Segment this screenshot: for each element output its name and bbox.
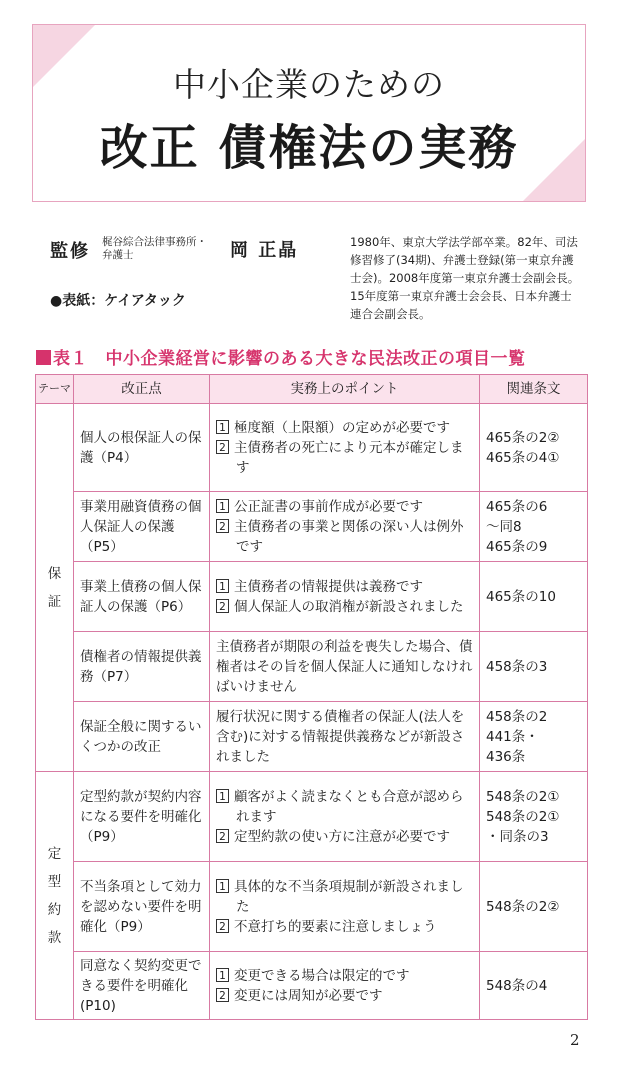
- point-item: [216, 787, 473, 827]
- theme-glyph: 約: [47, 901, 62, 918]
- point-number-box: 1: [216, 968, 229, 982]
- point-number-box: 2: [216, 519, 229, 533]
- title-subtitle: 中小企業のための: [173, 65, 445, 104]
- points-cell: [210, 492, 480, 562]
- point-item: [216, 877, 473, 917]
- theme-cell: [36, 404, 74, 772]
- articles-cell: 458条の2 441条・ 436条: [480, 702, 588, 772]
- header-theme: テーマ: [36, 375, 74, 404]
- table-row: [36, 952, 588, 1020]
- table-row: [36, 562, 588, 632]
- point-item: [216, 418, 473, 438]
- point-text: 変更には周知が必要です: [234, 987, 383, 1004]
- item-cell: 債権者の情報提供義務（P7）: [74, 632, 210, 702]
- point-text: 履行状況に関する債権者の保証人(法人を含む)に対する情報提供義務などが新設されました: [216, 708, 465, 765]
- points-cell: [210, 404, 480, 492]
- point-text: 極度額（上限額）の定めが必要です: [234, 419, 450, 436]
- supervisor-org-line: 梶谷綜合法律事務所・: [102, 236, 207, 248]
- theme-label: [46, 840, 64, 952]
- point-item: [216, 986, 473, 1006]
- point-text: 主債務者の事業と関係の深い人は例外です: [234, 518, 464, 555]
- table-row: [36, 404, 588, 492]
- title-box: [32, 24, 586, 202]
- table-row: [36, 702, 588, 772]
- theme-cell: [36, 772, 74, 1020]
- point-text: 主債務者が期限の利益を喪失した場合、債権者はその旨を個人保証人に通知しなければいけません: [216, 638, 473, 695]
- point-text: 具体的な不当条項規制が新設されました: [234, 878, 464, 915]
- theme-glyph: 証: [47, 593, 62, 610]
- points-cell: [210, 702, 480, 772]
- header-articles: 関連条文: [480, 375, 588, 404]
- articles-cell: 465条の10: [480, 562, 588, 632]
- point-item: [216, 637, 473, 697]
- point-text: 公正証書の事前作成が必要です: [234, 498, 423, 515]
- point-item: [216, 966, 473, 986]
- supervisor-org: [102, 236, 232, 262]
- point-number-box: 1: [216, 499, 229, 513]
- point-item: [216, 497, 473, 517]
- table-caption-text: 表１ 中小企業経営に影響のある大きな民法改正の項目一覧: [53, 349, 526, 369]
- theme-glyph: 型: [47, 873, 62, 890]
- cover-credit: ●表紙：ケイアタック: [50, 293, 186, 309]
- articles-cell: 548条の2②: [480, 862, 588, 952]
- point-number-box: 2: [216, 440, 229, 454]
- points-cell: [210, 632, 480, 702]
- articles-cell: 465条の2② 465条の4①: [480, 404, 588, 492]
- table-row: [36, 862, 588, 952]
- point-item: [216, 917, 473, 937]
- page-number: 2: [570, 1031, 580, 1049]
- theme-glyph: 定: [47, 845, 62, 862]
- reform-table: [35, 374, 588, 1020]
- table-row: [36, 492, 588, 562]
- point-number-box: 1: [216, 879, 229, 893]
- item-cell: 事業用融資債務の個人保証人の保護（P5）: [74, 492, 210, 562]
- point-text: 定型約款の使い方に注意が必要です: [234, 828, 450, 845]
- articles-cell: 548条の4: [480, 952, 588, 1020]
- table-caption: [36, 344, 526, 369]
- point-number-box: 2: [216, 599, 229, 613]
- point-number-box: 1: [216, 579, 229, 593]
- point-text: 個人保証人の取消権が新設されました: [234, 598, 464, 615]
- item-cell: 事業上債務の個人保証人の保護（P6）: [74, 562, 210, 632]
- point-text: 主債務者の情報提供は義務です: [234, 578, 423, 595]
- table-row: [36, 772, 588, 862]
- point-item: [216, 597, 473, 617]
- point-number-box: 2: [216, 988, 229, 1002]
- articles-cell: 548条の2① 548条の2① ・同条の3: [480, 772, 588, 862]
- caption-square-icon: [36, 350, 51, 365]
- point-text: 顧客がよく読まなくとも合意が認められます: [234, 788, 464, 825]
- item-cell: 不当条項として効力を認めない要件を明確化（P9）: [74, 862, 210, 952]
- header-item: 改正点: [74, 375, 210, 404]
- articles-cell: 458条の3: [480, 632, 588, 702]
- point-item: [216, 827, 473, 847]
- item-cell: 個人の根保証人の保護（P4）: [74, 404, 210, 492]
- supervisor-label: 監修: [50, 241, 90, 262]
- theme-label: [46, 560, 64, 616]
- item-cell: 保証全般に関するいくつかの改正: [74, 702, 210, 772]
- point-number-box: 2: [216, 919, 229, 933]
- supervisor-name: 岡 正晶: [230, 240, 299, 261]
- points-cell: [210, 562, 480, 632]
- point-number-box: 1: [216, 420, 229, 434]
- theme-glyph: 保: [47, 565, 62, 582]
- point-text: 不意打ち的要素に注意しましょう: [234, 918, 437, 935]
- table-body: [36, 404, 588, 1020]
- header-points: 実務上のポイント: [210, 375, 480, 404]
- supervisor-org-line: 弁護士: [102, 249, 134, 261]
- point-item: [216, 707, 473, 767]
- table-row: [36, 632, 588, 702]
- point-item: [216, 517, 473, 557]
- item-cell: 同意なく契約変更できる要件を明確化(P10): [74, 952, 210, 1020]
- point-item: [216, 438, 473, 478]
- page-title: 改正 債権法の実務: [99, 120, 519, 176]
- point-text: 変更できる場合は限定的です: [234, 967, 410, 984]
- point-text: 主債務者の死亡により元本が確定します: [234, 439, 464, 476]
- supervisor-bio: 1980年、東京大学法学部卒業。82年、司法修習修了(34期)、弁護士登録(第一東京弁護士会)。2008年度第一東京弁護士会副会長。15年度第一東京弁護士会会長、日本弁護士連合会副会長。: [350, 235, 580, 321]
- theme-glyph: 款: [47, 929, 62, 946]
- points-cell: [210, 772, 480, 862]
- point-number-box: 1: [216, 789, 229, 803]
- table-header-row: [36, 375, 588, 404]
- point-item: [216, 577, 473, 597]
- item-cell: 定型約款が契約内容になる要件を明確化（P9）: [74, 772, 210, 862]
- point-number-box: 2: [216, 829, 229, 843]
- points-cell: [210, 862, 480, 952]
- points-cell: [210, 952, 480, 1020]
- articles-cell: 465条の6 〜同8 465条の9: [480, 492, 588, 562]
